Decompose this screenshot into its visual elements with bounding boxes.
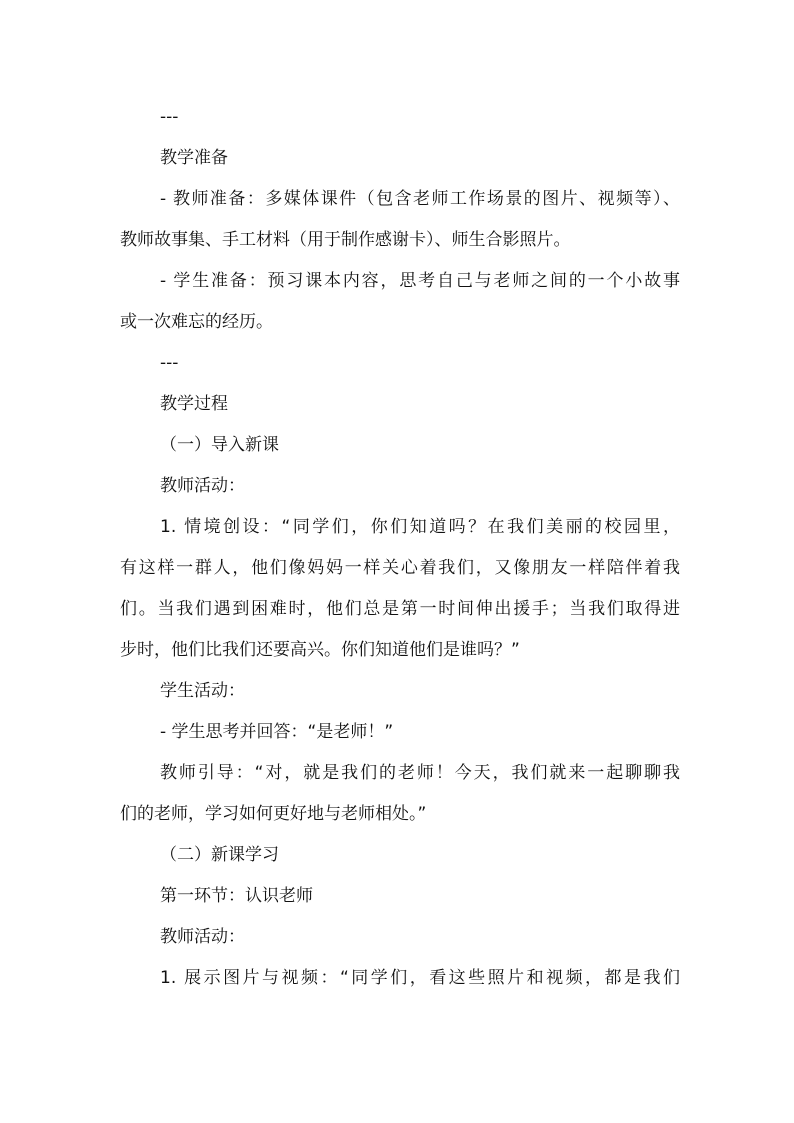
activity-label: 学生活动： — [160, 681, 245, 701]
separator-line: --- — [160, 353, 179, 373]
paragraph-line: 教师引导：“对，就是我们的老师！今天，我们就来一起聊聊我 — [160, 763, 680, 783]
paragraph-line: - 教师准备：多媒体课件（包含老师工作场景的图片、视频等）、 — [160, 189, 680, 209]
document-body — [120, 97, 680, 999]
paragraph-line: 步时，他们比我们还要高兴。你们知道他们是谁吗？” — [120, 640, 520, 660]
paragraph-line: 教师故事集、手工材料（用于制作感谢卡）、师生合影照片。 — [120, 230, 571, 250]
paragraph-line: 1. 展示图片与视频：“同学们，看这些照片和视频，都是我们 — [160, 968, 680, 988]
step-heading: 第一环节：认识老师 — [160, 886, 313, 906]
paragraph-line: 们的老师，学习如何更好地与老师相处。” — [120, 804, 427, 824]
subsection-heading: （二）新课学习 — [160, 845, 279, 865]
paragraph-line: 有这样一群人，他们像妈妈一样关心着我们，又像朋友一样陪伴着我 — [120, 558, 680, 578]
activity-label: 教师活动： — [160, 927, 245, 947]
paragraph-line: 1. 情境创设：“同学们，你们知道吗？在我们美丽的校园里， — [160, 517, 680, 537]
paragraph-line: - 学生思考并回答：“是老师！” — [160, 722, 394, 742]
section-heading-process: 教学过程 — [160, 394, 228, 414]
activity-label: 教师活动： — [160, 476, 245, 496]
paragraph-line: 或一次难忘的经历。 — [120, 312, 273, 332]
section-heading-preparation: 教学准备 — [160, 148, 228, 168]
separator-line: --- — [160, 107, 179, 127]
paragraph-line: - 学生准备：预习课本内容，思考自己与老师之间的一个小故事 — [160, 271, 680, 291]
paragraph-line: 们。当我们遇到困难时，他们总是第一时间伸出援手；当我们取得进 — [120, 599, 680, 619]
subsection-heading: （一）导入新课 — [160, 435, 279, 455]
